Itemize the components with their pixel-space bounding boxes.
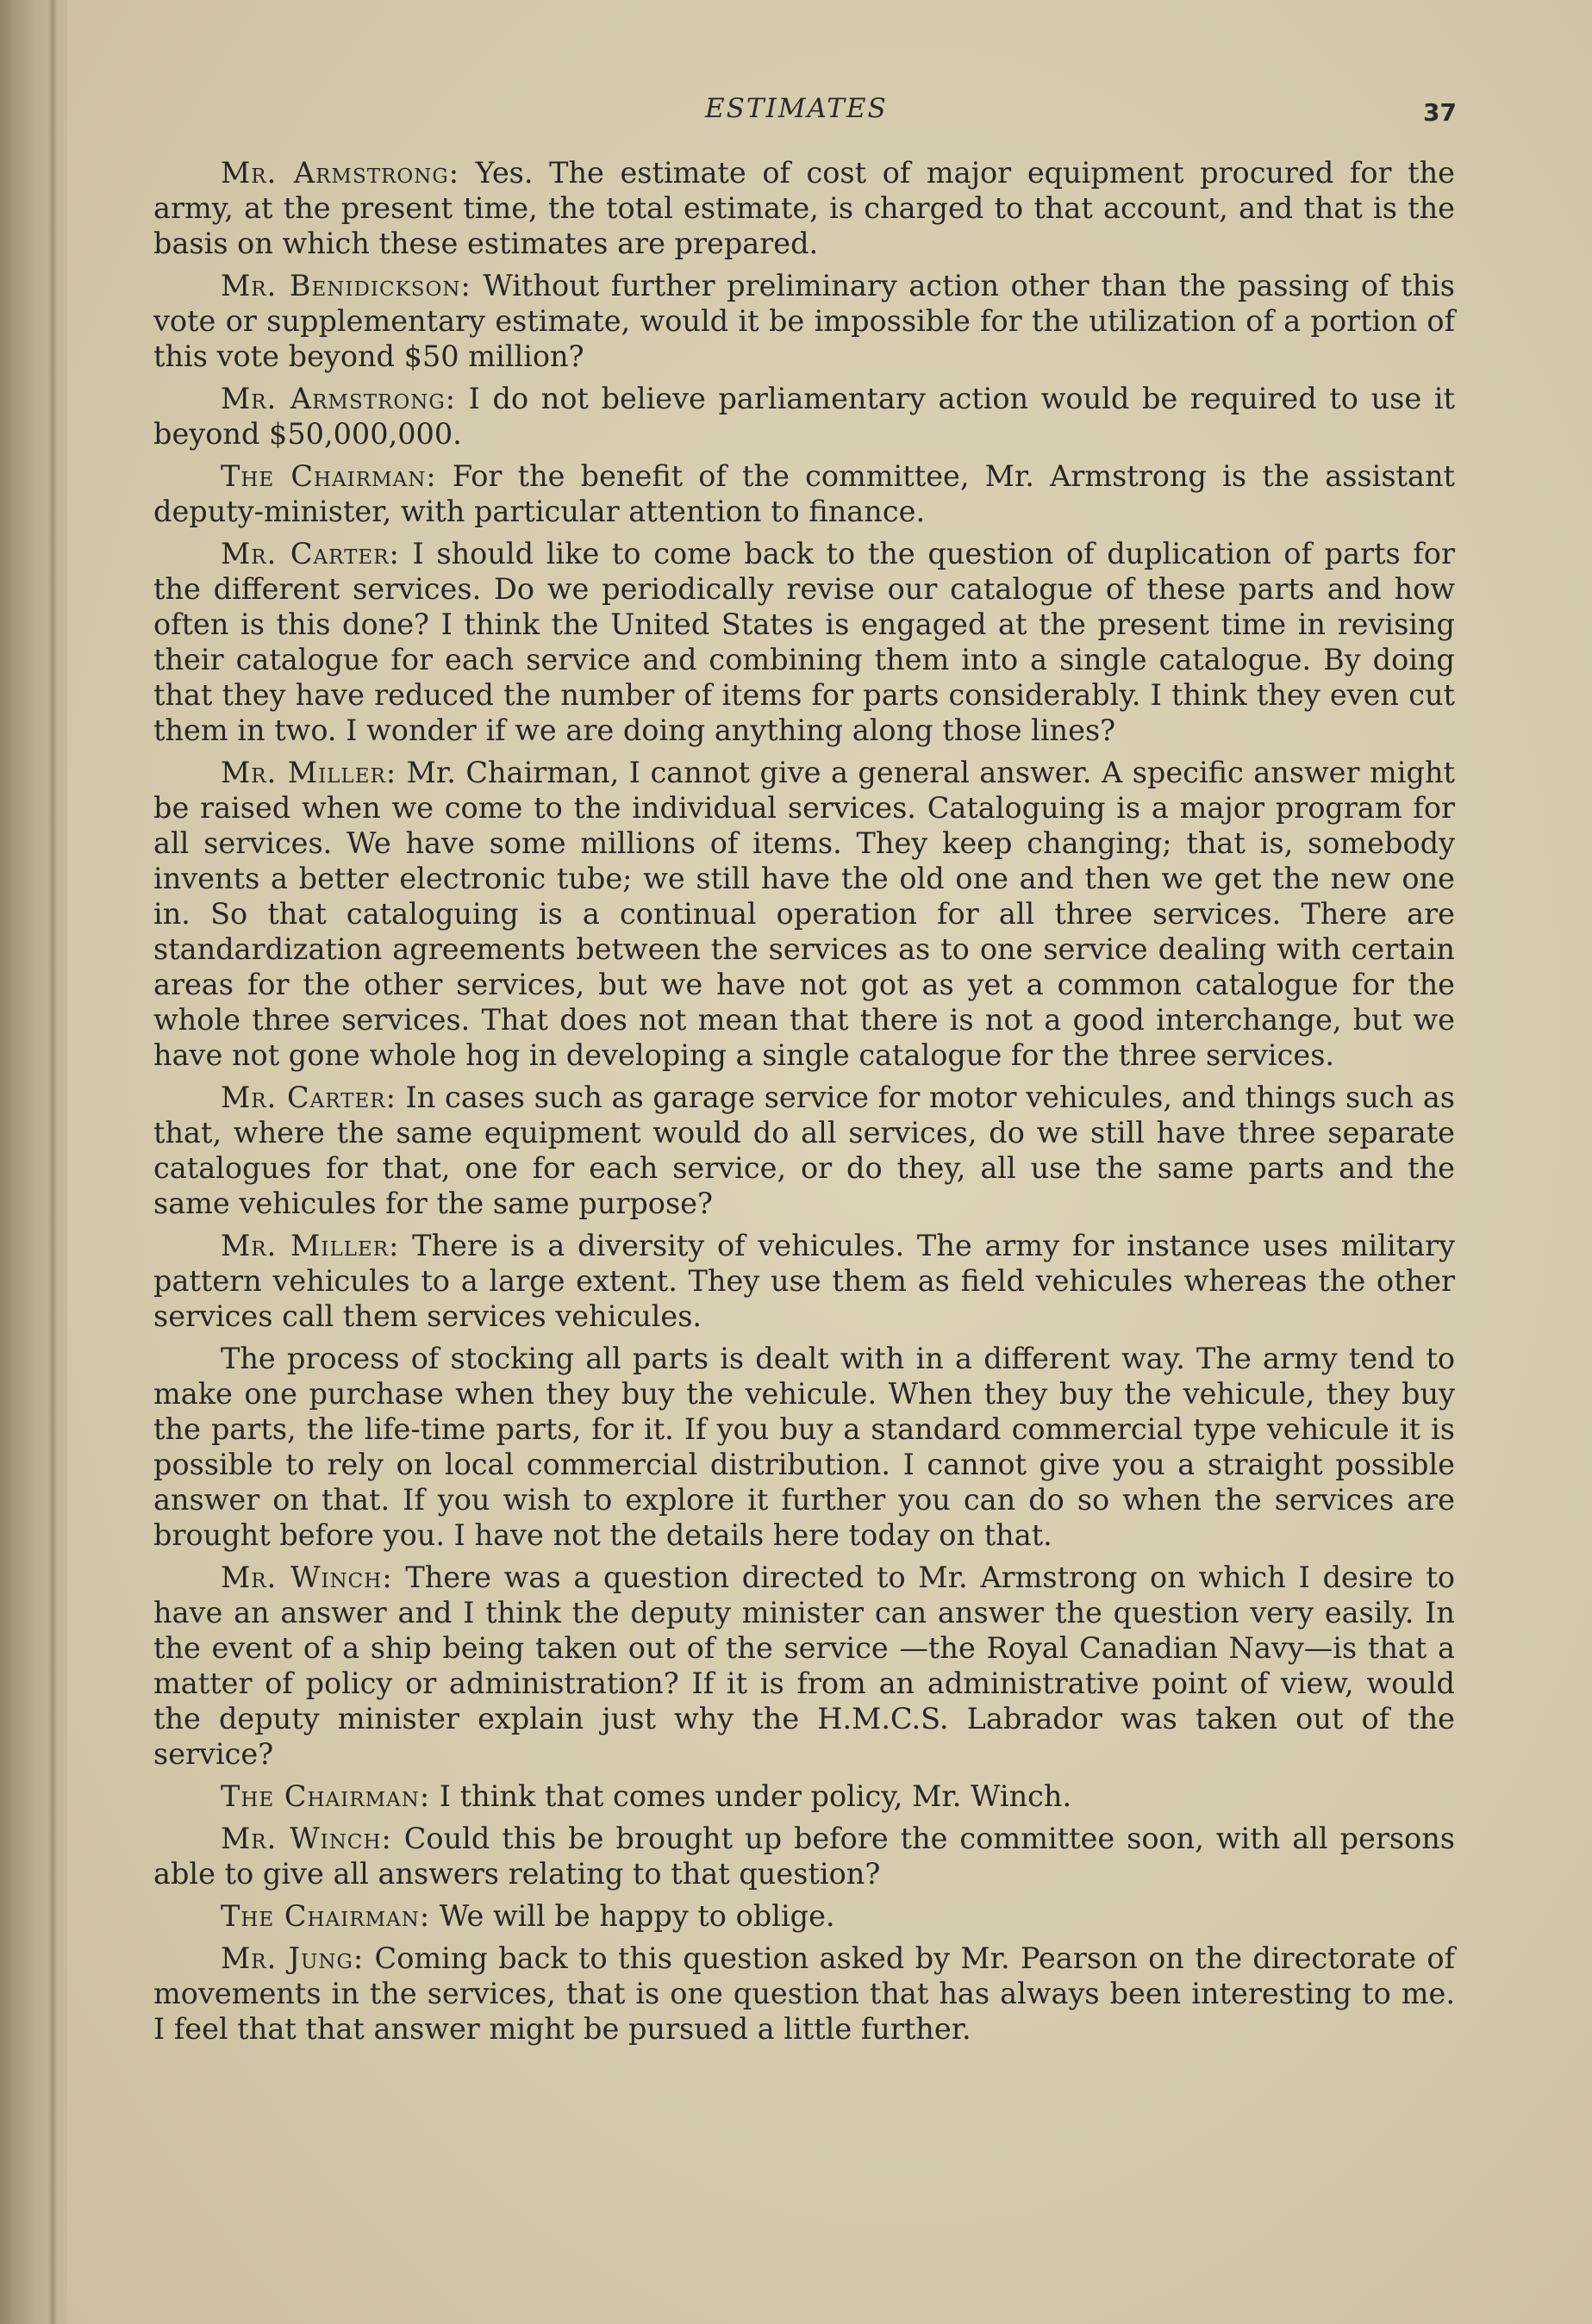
paragraph-text: Mr. Chairman, I cannot give a general answer. A specific answer might be raised when we come to the individual services. Cataloguing is a major program for all services. We have some millions of items. They keep changing; that is, somebody invents a better electronic tube; we still have the old one and then we get the new one in. So that cataloguing is a continual operation for all three services. There are standardization agreements between the services as to one service dealing with certain areas for the other services, but we have not got as yet a common catalogue for the whole three services. That does not mean that there is not a good interchange, but we have not gone whole hog in developing a single catalogue for the three services. [153,756,1455,1072]
paragraph [153,458,1455,529]
paragraph-text: Yes. The estimate of cost of major equipment procured for the army, at the present time, the total estimate, is charged to that account, and that is the basis on which these estimates are prepared. [153,156,1455,260]
paragraph [153,381,1455,452]
speaker-name: Mr. Jung: [221,1941,365,1975]
paragraph [153,155,1455,261]
speaker-name: Mr. Carter: [221,1081,396,1114]
running-head-title: ESTIMATES [705,93,888,124]
paragraph [153,1941,1455,2047]
paragraph [153,1341,1455,1553]
gutter-shadow [48,0,57,2324]
paragraph-text: The process of stocking all parts is dealt with in a different way. The army tend to make one purchase when they buy the vehicule. When they buy the vehicule, they buy the parts, the life-time parts, for it. If you buy a standard commercial type vehicule it is possible to rely on local commercial distribution. I cannot give you a straight possible answer on that. If you wish to explore it further you can do so when the services are brought before you. I have not the details here today on that. [153,1342,1455,1552]
speaker-name: Mr. Winch: [221,1822,392,1855]
paragraph-text: Without further preliminary action other than the passing of this vote or supplementary estimate, would it be impossible for the utilization of a portion of this vote beyond $50 million? [153,269,1455,373]
paragraph-text: I should like to come back to the question of duplication of parts for the different services. Do we periodically revise our catalogue of these parts and how often is this done? I think the United States is engaged at the present time in revising their catalogue for each service and combining them into a single catalogue. By doing that they have reduced the number of items for parts considerably. I think they even cut them in two. I wonder if we are doing anything along those lines? [153,537,1455,747]
page-number: 37 [1423,98,1457,127]
paragraph-text: We will be happy to oblige. [430,1899,835,1933]
paragraph [153,1821,1455,1891]
speaker-name: The Chairman: [221,459,437,493]
paragraph-text: There is a diversity of vehicules. The army for instance uses military pattern vehicules to a large extent. They use them as field vehicules whereas the other services call them services vehicules. [153,1229,1456,1333]
paragraph [153,1560,1455,1772]
speaker-name: Mr. Miller: [221,1229,400,1262]
book-gutter [0,0,67,2324]
paragraph [153,268,1455,374]
speaker-name: Mr. Carter: [221,537,400,570]
speaker-name: Mr. Benidickson: [221,269,471,302]
speaker-name: Mr. Armstrong: [221,382,457,415]
speaker-name: The Chairman: [221,1779,431,1813]
paragraph-text: I think that comes under policy, Mr. Winch. [430,1779,1072,1813]
book-page [67,0,1592,2324]
paragraph-text: Could this be brought up before the committee soon, with all persons able to give all answers relating to that question? [153,1822,1455,1891]
paragraph-text: There was a question directed to Mr. Armstrong on which I desire to have an answer and I think the deputy minister can answer the question very easily. In the event of a ship being taken out of the service —the Royal Canadian Navy—is that a matter of policy or administration? If it is from an administrative point of view, would the deputy minister explain just why the H.M.C.S. Labrador was taken out of the service? [153,1561,1455,1771]
paragraph-text: Coming back to this question asked by Mr. Pearson on the directorate of movements in the services, that is one question that has always been interesting to me. I feel that that answer might be pursued a little further. [153,1941,1455,2046]
paragraph [153,1228,1455,1334]
speaker-name: The Chairman: [221,1899,431,1933]
paragraph [153,536,1455,748]
paragraph-text: In cases such as garage service for motor vehicules, and things such as that, where the same equipment would do all services, do we still have three separate catalogues for that, one for each service, or do they, all use the same parts and the same vehicules for the same purpose? [153,1081,1455,1220]
paragraph-text: I do not believe parliamentary action would be required to use it beyond $50,000,000. [153,382,1455,451]
speaker-name: Mr. Armstrong: [221,156,460,190]
paragraph-text: For the benefit of the committee, Mr. Armstrong is the assistant deputy-minister, with particular attention to finance. [153,459,1456,528]
speaker-name: Mr. Miller: [221,756,397,789]
speaker-name: Mr. Winch: [221,1561,393,1594]
transcript-body [153,155,1455,2053]
running-head [67,93,1592,136]
paragraph [153,755,1455,1073]
paragraph [153,1898,1455,1934]
paragraph [153,1080,1455,1221]
paragraph [153,1779,1455,1814]
